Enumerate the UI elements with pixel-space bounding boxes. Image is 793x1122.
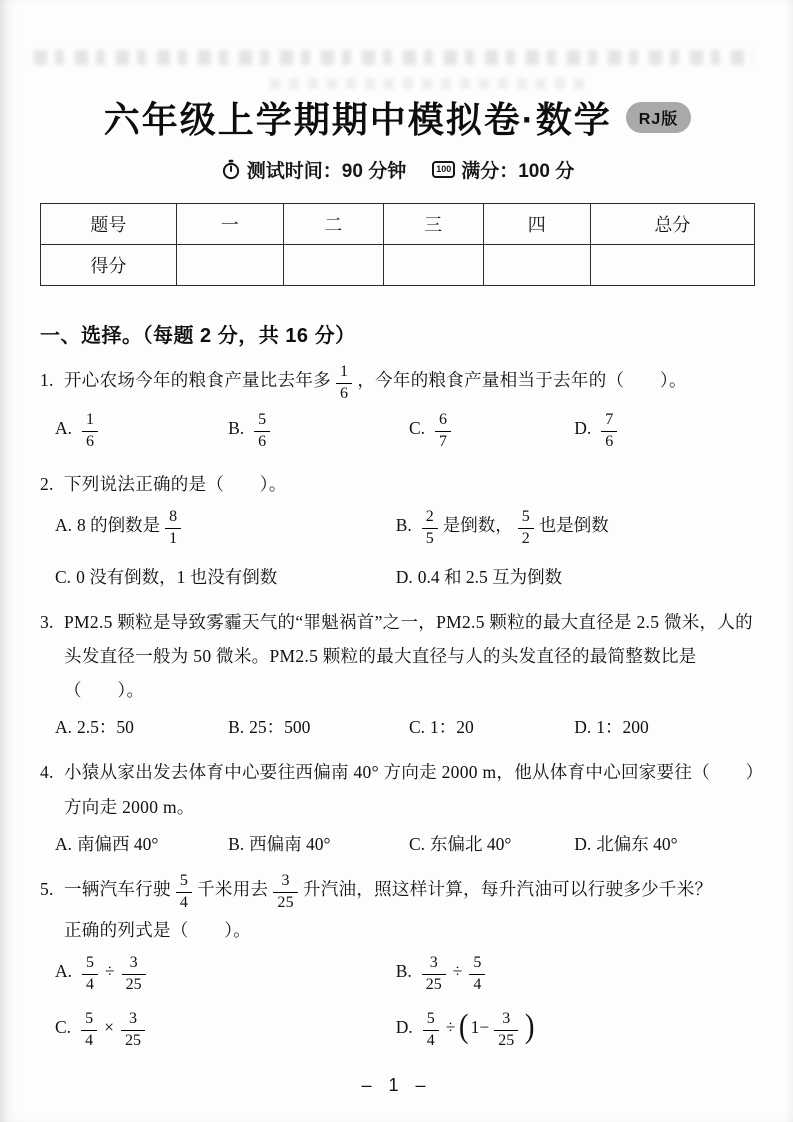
question-number: 1. <box>40 370 54 390</box>
option-a <box>55 508 388 549</box>
fraction: $\frac{1}{6}$ <box>82 411 98 452</box>
fraction: $\frac{5}{4}$ <box>82 954 98 995</box>
question-text <box>40 872 755 947</box>
option-a <box>55 954 388 995</box>
option-c <box>409 831 566 857</box>
page-number: – 1 – <box>361 1075 432 1095</box>
option-label: C. <box>55 566 72 587</box>
text-segment: ÷ <box>445 1016 456 1037</box>
score-table-cell-score-label: 得分 <box>41 245 177 286</box>
option-label: A. <box>55 514 73 535</box>
option-b <box>396 954 755 995</box>
options <box>40 954 755 1051</box>
question <box>40 467 755 590</box>
score-table-cell-part4: 四 <box>483 204 590 245</box>
full-score <box>432 156 574 183</box>
option-label: A. <box>55 833 73 854</box>
bleed-through-text <box>270 78 593 89</box>
fraction: $\frac{5}{2}$ <box>518 508 534 549</box>
text-segment: 1− <box>470 1016 490 1037</box>
options <box>40 508 755 590</box>
option-label: D. <box>574 717 592 738</box>
question <box>40 872 755 1051</box>
option-label: A. <box>55 960 73 981</box>
fraction: $\frac{3}{25}$ <box>494 1010 518 1051</box>
fraction: $\frac{2}{5}$ <box>422 508 438 549</box>
question <box>40 363 755 452</box>
option-d <box>574 411 755 452</box>
text-segment: 是倒数， <box>442 514 513 535</box>
test-time-label: 测试时间：90 分钟 <box>246 161 407 182</box>
text-segment: 一辆汽车行驶 <box>64 878 171 899</box>
question <box>40 755 755 857</box>
option-label: B. <box>395 960 412 981</box>
score-table-cell-part2: 二 <box>283 204 383 245</box>
option-label: B. <box>228 717 245 738</box>
text-segment: 0 没有倒数，1 也没有倒数 <box>76 566 278 587</box>
test-time <box>221 156 406 183</box>
options <box>40 714 755 740</box>
text-segment: PM2.5 颗粒是导致雾霾天气的“罪魁祸首”之一，PM2.5 颗粒的最大直径是 2.5 微米，人的头发直径一般为 50 微米。PM2.5 颗粒的最大直径与人的头发直径的最简整数比是（ ）。 <box>64 611 753 700</box>
score-table-cell-part3: 三 <box>383 204 483 245</box>
score-table-empty-cell <box>283 245 383 286</box>
question <box>40 605 755 741</box>
text-segment: 1：20 <box>430 717 474 738</box>
fraction: $\frac{6}{7}$ <box>435 411 451 452</box>
option-label: A. <box>55 417 73 438</box>
option-label: D. <box>574 833 592 854</box>
text-segment: ，今年的粮食产量相当于去年的（ ）。 <box>357 370 687 390</box>
option-c <box>55 1010 388 1051</box>
title-row <box>40 92 755 143</box>
text-segment: 南偏西 40° <box>77 833 159 854</box>
text-segment: 开心农场今年的粮食产量比去年多 <box>64 370 331 390</box>
text-segment: 25：500 <box>249 717 311 738</box>
text-segment: 正确的列式是（ ）。 <box>64 919 252 940</box>
option-label: B. <box>228 833 245 854</box>
text-segment: 0.4 和 2.5 互为倒数 <box>417 566 563 587</box>
text-segment: 下列说法正确的是（ ）。 <box>64 473 287 494</box>
fraction: $\frac{5}{4}$ <box>176 872 192 913</box>
text-segment: 北偏东 40° <box>596 833 678 854</box>
text-segment: 小猿从家出发去体育中心要往西偏南 40° 方向走 2000 m，他从体育中心回家要往（ ）方向走 2000 m。 <box>64 762 755 817</box>
option-label: A. <box>55 717 73 738</box>
fraction: $\frac{5}{4}$ <box>423 1010 439 1051</box>
fraction: $\frac{5}{4}$ <box>469 954 485 995</box>
fraction: $\frac{5}{6}$ <box>254 411 270 452</box>
option-b <box>396 508 755 549</box>
score-table-cell-total: 总分 <box>590 204 754 245</box>
fraction: $\frac{8}{1}$ <box>165 508 181 549</box>
question-number: 4. <box>40 762 54 783</box>
section-heading: 一、选择。（每题 2 分，共 16 分） <box>40 325 356 347</box>
question-number: 2. <box>40 473 54 494</box>
question-text <box>40 755 755 823</box>
page-title: 六年级上学期期中模拟卷·数学 <box>103 99 612 140</box>
option-label: C. <box>408 417 426 438</box>
option-b <box>228 411 401 452</box>
score-table-cell-part1: 一 <box>176 204 283 245</box>
score-table-empty-cell <box>176 245 283 286</box>
option-label: B. <box>228 417 245 438</box>
text-segment: 也是倒数 <box>538 514 609 535</box>
fraction: $\frac{3}{25}$ <box>422 954 446 995</box>
option-label: D. <box>395 1016 413 1037</box>
option-d <box>396 564 755 590</box>
score-table-empty-cell <box>383 245 483 286</box>
option-label: C. <box>55 1016 72 1037</box>
question-number: 3. <box>40 611 54 632</box>
option-a <box>55 714 220 740</box>
text-segment: ÷ <box>105 960 115 981</box>
fraction: $\frac{7}{6}$ <box>601 411 617 452</box>
option-label: D. <box>395 566 413 587</box>
fraction: $\frac{3}{25}$ <box>273 872 298 913</box>
option-label: C. <box>408 833 426 854</box>
option-label: D. <box>574 417 592 438</box>
text-segment: 1：200 <box>596 717 649 738</box>
question-text <box>40 363 755 404</box>
option-b <box>228 714 401 740</box>
score-100-icon: 100 <box>432 161 455 178</box>
questions <box>40 363 755 1050</box>
option-label: B. <box>395 514 412 535</box>
text-segment: ÷ <box>452 960 463 981</box>
option-c <box>409 411 566 452</box>
text-segment: × <box>104 1016 114 1037</box>
fraction: $\frac{3}{25}$ <box>121 1010 145 1051</box>
option-c <box>55 564 388 590</box>
bleed-through-text <box>34 50 753 65</box>
fraction: $\frac{1}{6}$ <box>336 363 352 404</box>
option-label: C. <box>408 717 426 738</box>
text-segment: 千米用去 <box>197 878 269 899</box>
option-d <box>574 831 755 857</box>
text-segment: 西偏南 40° <box>249 833 331 854</box>
full-score-label: 满分：100 分 <box>461 161 575 182</box>
option-a <box>55 831 220 857</box>
options <box>40 831 755 857</box>
text-segment: 8 的倒数是 <box>77 514 161 535</box>
score-table-score-row <box>41 245 755 286</box>
score-table-header-row <box>41 204 755 245</box>
question-text <box>40 605 755 707</box>
option-c <box>409 714 566 740</box>
text-segment: 升汽油，照这样计算，每升汽油可以行驶多少千米？ <box>302 878 713 899</box>
question-text <box>40 467 755 501</box>
fraction: $\frac{5}{4}$ <box>81 1010 97 1051</box>
options <box>40 411 755 452</box>
score-table-cell-question-no: 题号 <box>41 204 177 245</box>
meta-row <box>40 156 755 183</box>
text-segment: 东偏北 40° <box>430 833 512 854</box>
question-number: 5. <box>40 878 54 899</box>
text-segment: 2.5：50 <box>77 717 134 738</box>
option-d: D. $\frac{5}{4}$ ÷ ( 1− $\frac{3}{25}$ ) <box>395 1007 535 1049</box>
score-table-empty-cell <box>590 245 754 286</box>
option-a <box>55 411 220 452</box>
fraction: $\frac{3}{25}$ <box>122 954 146 995</box>
option-d <box>574 714 755 740</box>
edition-badge: RJ版 <box>626 102 691 133</box>
option-b <box>228 831 401 857</box>
score-table-empty-cell <box>483 245 590 286</box>
stopwatch-icon <box>221 159 241 180</box>
score-table <box>40 203 755 286</box>
